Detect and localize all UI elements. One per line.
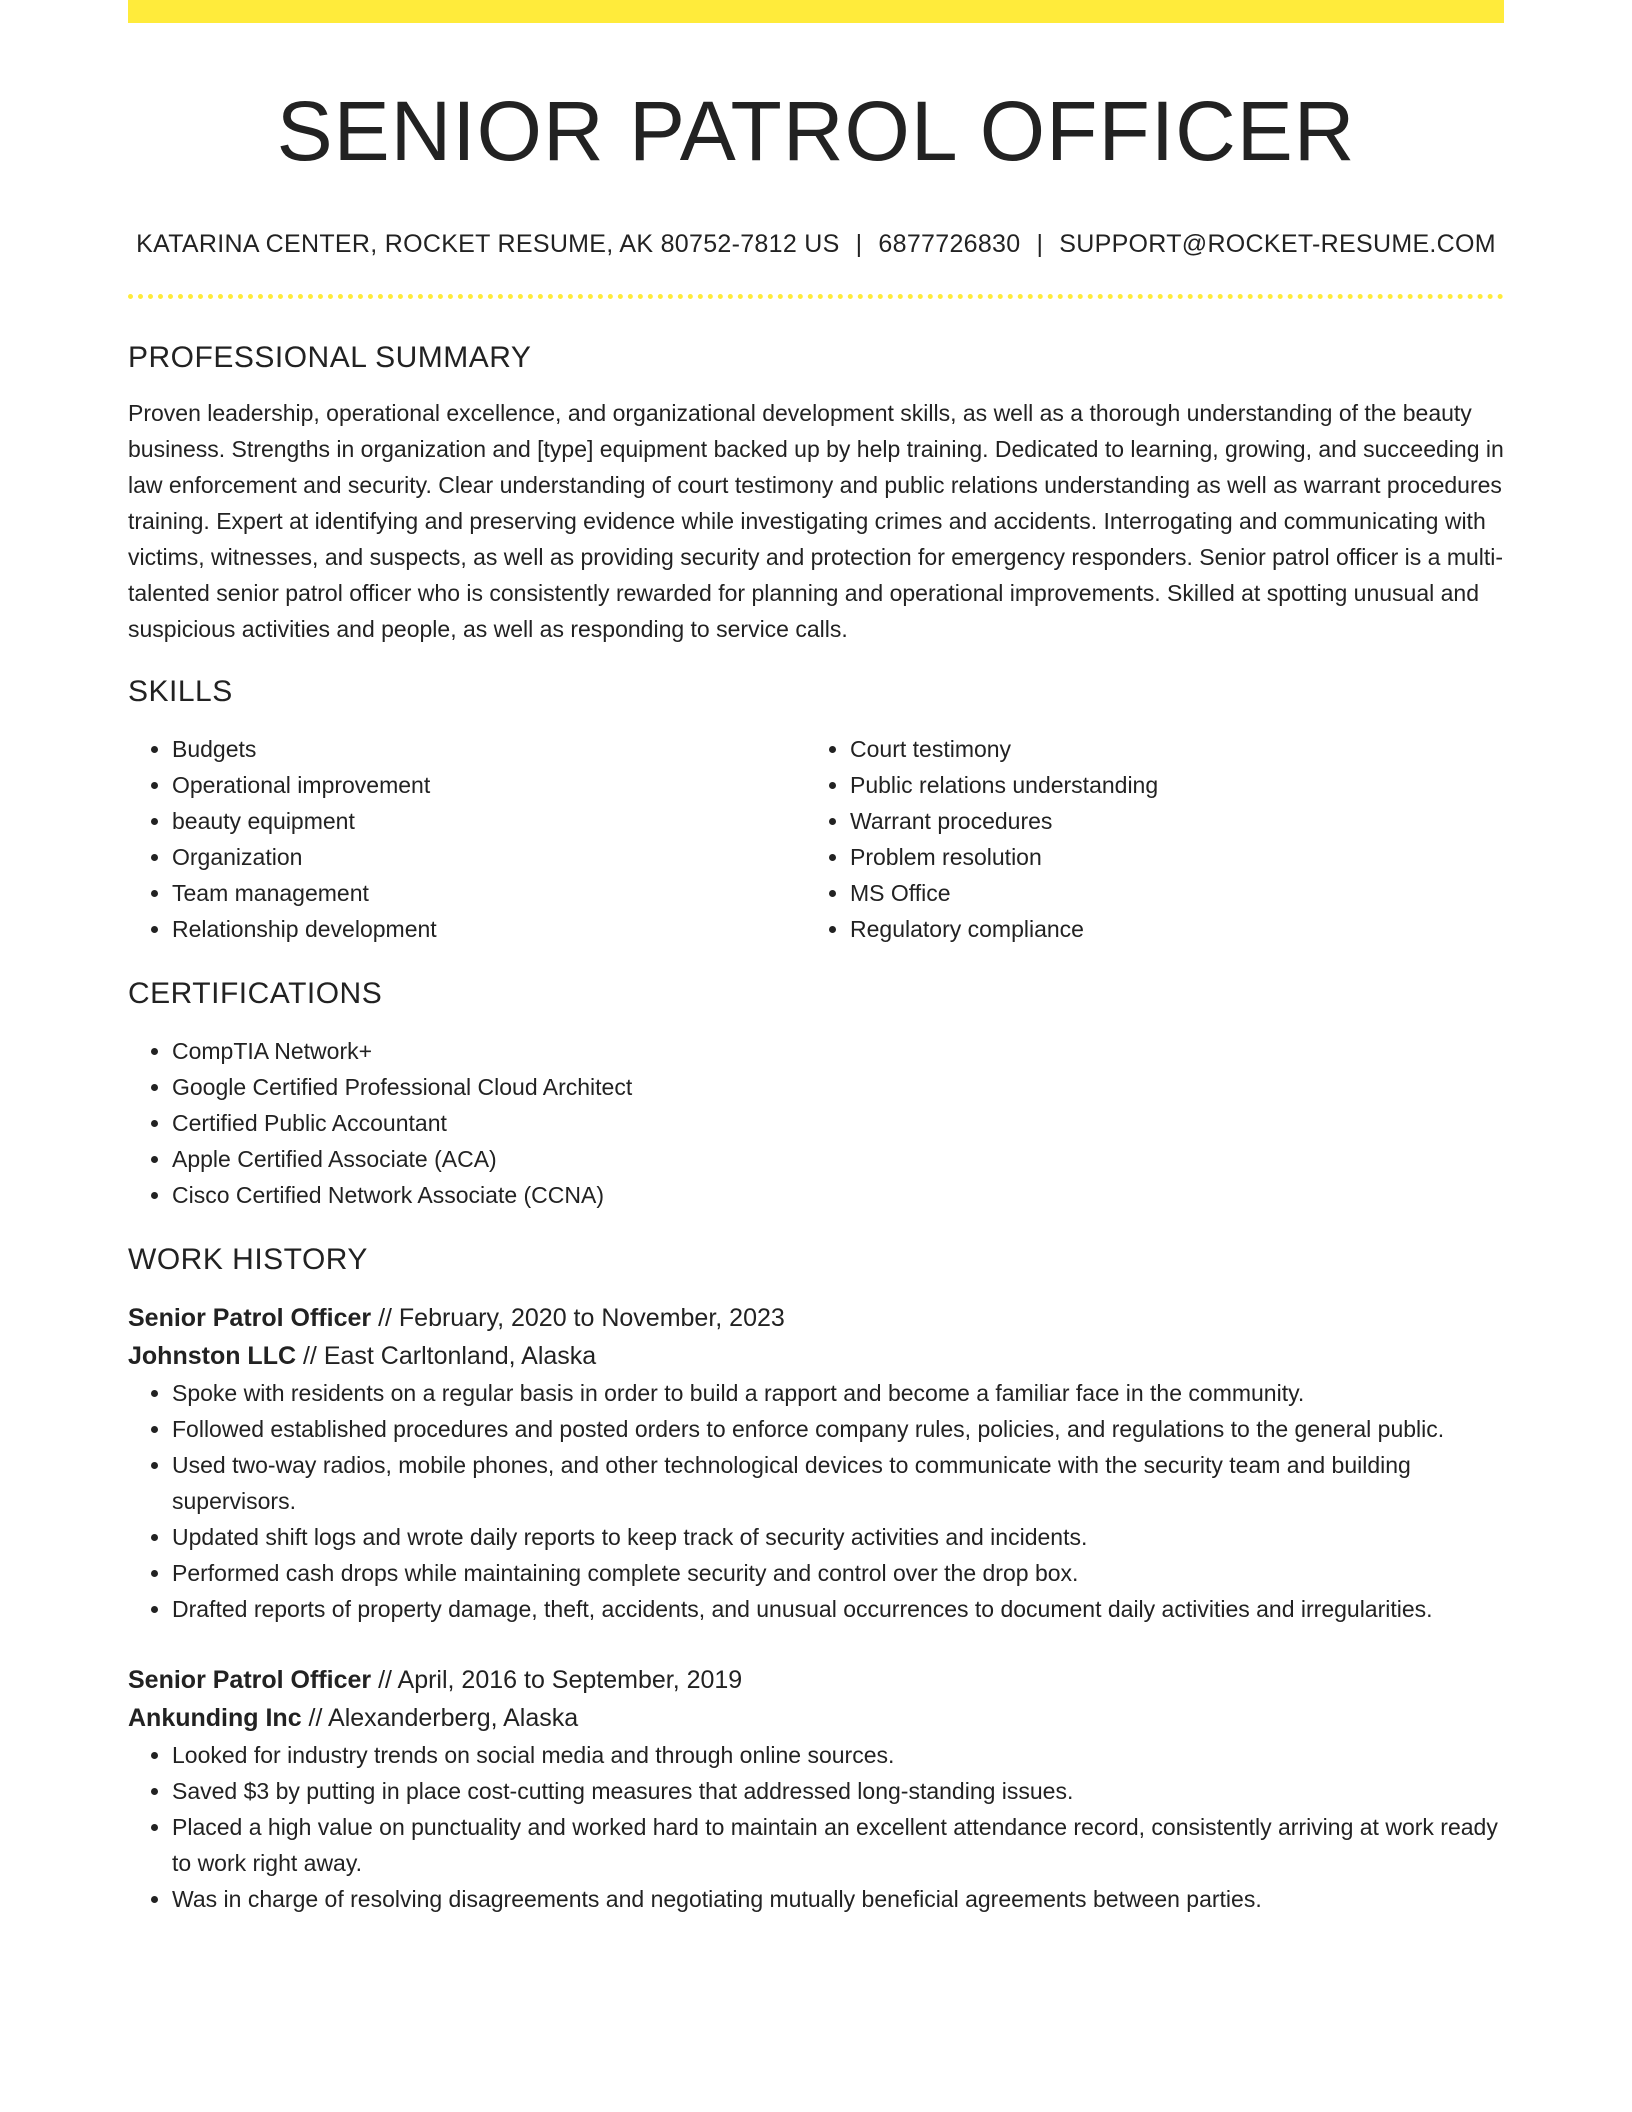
skills-column-right <box>806 731 1484 947</box>
contact-separator: | <box>855 229 863 258</box>
job-company: Johnston LLC <box>128 1341 297 1370</box>
job-bullet: • Drafted reports of property damage, theft, accidents, and unusual occurrences to document daily activities and irregularities. <box>172 1591 1504 1627</box>
summary-heading: PROFESSIONAL SUMMARY <box>128 340 532 374</box>
contact-email[interactable]: SUPPORT@ROCKET-RESUME.COM <box>1059 229 1496 258</box>
skill-item: • Warrant procedures <box>850 803 1484 839</box>
dotted-divider <box>128 294 1504 299</box>
job-company-line <box>128 1699 1504 1737</box>
job-bullet: • Spoke with residents on a regular basis in order to build a rapport and become a familiar face in the community. <box>172 1375 1504 1411</box>
job-bullets <box>128 1375 1504 1627</box>
skill-item: • Court testimony <box>850 731 1484 767</box>
job-bullet: • Placed a high value on punctuality and worked hard to maintain an excellent attendance record, consistently arriving at work ready to work right away. <box>172 1809 1504 1881</box>
job-dates: // April, 2016 to September, 2019 <box>371 1665 743 1694</box>
job-title-line <box>128 1661 1504 1699</box>
skills-heading: SKILLS <box>128 674 233 708</box>
resume-page <box>128 0 1504 1917</box>
skill-item: • Operational improvement <box>172 767 806 803</box>
contact-separator: | <box>1036 229 1044 258</box>
summary-text: Proven leadership, operational excellence, and organizational development skills, as well as a thorough understanding of the beauty business. Strengths in organization and [type] equipment backed up by help training. Dedicated to learning, growing, and succeeding in law enforcement and security. Clear understanding of court testimony and public relations understanding as well as warrant procedures training. Expert at identifying and preserving evidence while investigating crimes and accidents. Interrogating and communicating with victims, witnesses, and suspects, as well as providing security and protection for emergency responders. Senior patrol officer is a multi-talented senior patrol officer who is consistently rewarded for planning and operational improvements. Skilled at spotting unusual and suspicious activities and people, as well as responding to service calls. <box>128 399 1504 642</box>
certifications-list <box>128 1033 1504 1213</box>
certification-item: • Apple Certified Associate (ACA) <box>172 1141 1504 1177</box>
job-company: Ankunding Inc <box>128 1703 302 1732</box>
job-role: Senior Patrol Officer <box>128 1303 372 1332</box>
job-bullet: • Was in charge of resolving disagreements and negotiating mutually beneficial agreements between parties. <box>172 1881 1504 1917</box>
job-bullet: • Followed established procedures and posted orders to enforce company rules, policies, and regulations to the general public. <box>172 1411 1504 1447</box>
job-location: // East Carltonland, Alaska <box>296 1341 597 1370</box>
skill-item: • Problem resolution <box>850 839 1484 875</box>
certification-item: • Google Certified Professional Cloud Architect <box>172 1069 1504 1105</box>
contact-address: KATARINA CENTER, ROCKET RESUME, AK 80752-7812 US <box>136 229 840 258</box>
job-entry <box>128 1661 1504 1917</box>
accent-top-bar <box>128 0 1504 23</box>
skill-item: • beauty equipment <box>172 803 806 839</box>
certification-item: • CompTIA Network+ <box>172 1033 1504 1069</box>
job-dates: // February, 2020 to November, 2023 <box>371 1303 785 1332</box>
work-history-heading: WORK HISTORY <box>128 1242 368 1276</box>
skills-list <box>128 731 1504 947</box>
certifications-heading: CERTIFICATIONS <box>128 976 383 1010</box>
skill-item: • Relationship development <box>172 911 806 947</box>
job-bullets <box>128 1737 1504 1917</box>
resume-name: SENIOR PATROL OFFICER <box>276 84 1356 178</box>
skill-item: • Public relations understanding <box>850 767 1484 803</box>
contact-line <box>128 230 1504 259</box>
skill-item: • Budgets <box>172 731 806 767</box>
skill-item: • Team management <box>172 875 806 911</box>
job-entry <box>128 1299 1504 1627</box>
job-bullet: • Saved $3 by putting in place cost-cutting measures that addressed long-standing issues. <box>172 1773 1504 1809</box>
skills-column-left <box>128 731 806 947</box>
job-bullet: • Updated shift logs and wrote daily reports to keep track of security activities and incidents. <box>172 1519 1504 1555</box>
contact-phone: 6877726830 <box>878 229 1021 258</box>
job-title-line <box>128 1299 1504 1337</box>
job-bullet: • Used two-way radios, mobile phones, and other technological devices to communicate with the security team and building supervisors. <box>172 1447 1504 1519</box>
certification-item: • Certified Public Accountant <box>172 1105 1504 1141</box>
skill-item: • Regulatory compliance <box>850 911 1484 947</box>
job-role: Senior Patrol Officer <box>128 1665 372 1694</box>
job-location: // Alexanderberg, Alaska <box>301 1703 579 1732</box>
job-company-line <box>128 1337 1504 1375</box>
certification-item: • Cisco Certified Network Associate (CCNA) <box>172 1177 1504 1213</box>
skill-item: • Organization <box>172 839 806 875</box>
job-bullet: • Looked for industry trends on social media and through online sources. <box>172 1737 1504 1773</box>
skill-item: • MS Office <box>850 875 1484 911</box>
job-bullet: • Performed cash drops while maintaining complete security and control over the drop box. <box>172 1555 1504 1591</box>
